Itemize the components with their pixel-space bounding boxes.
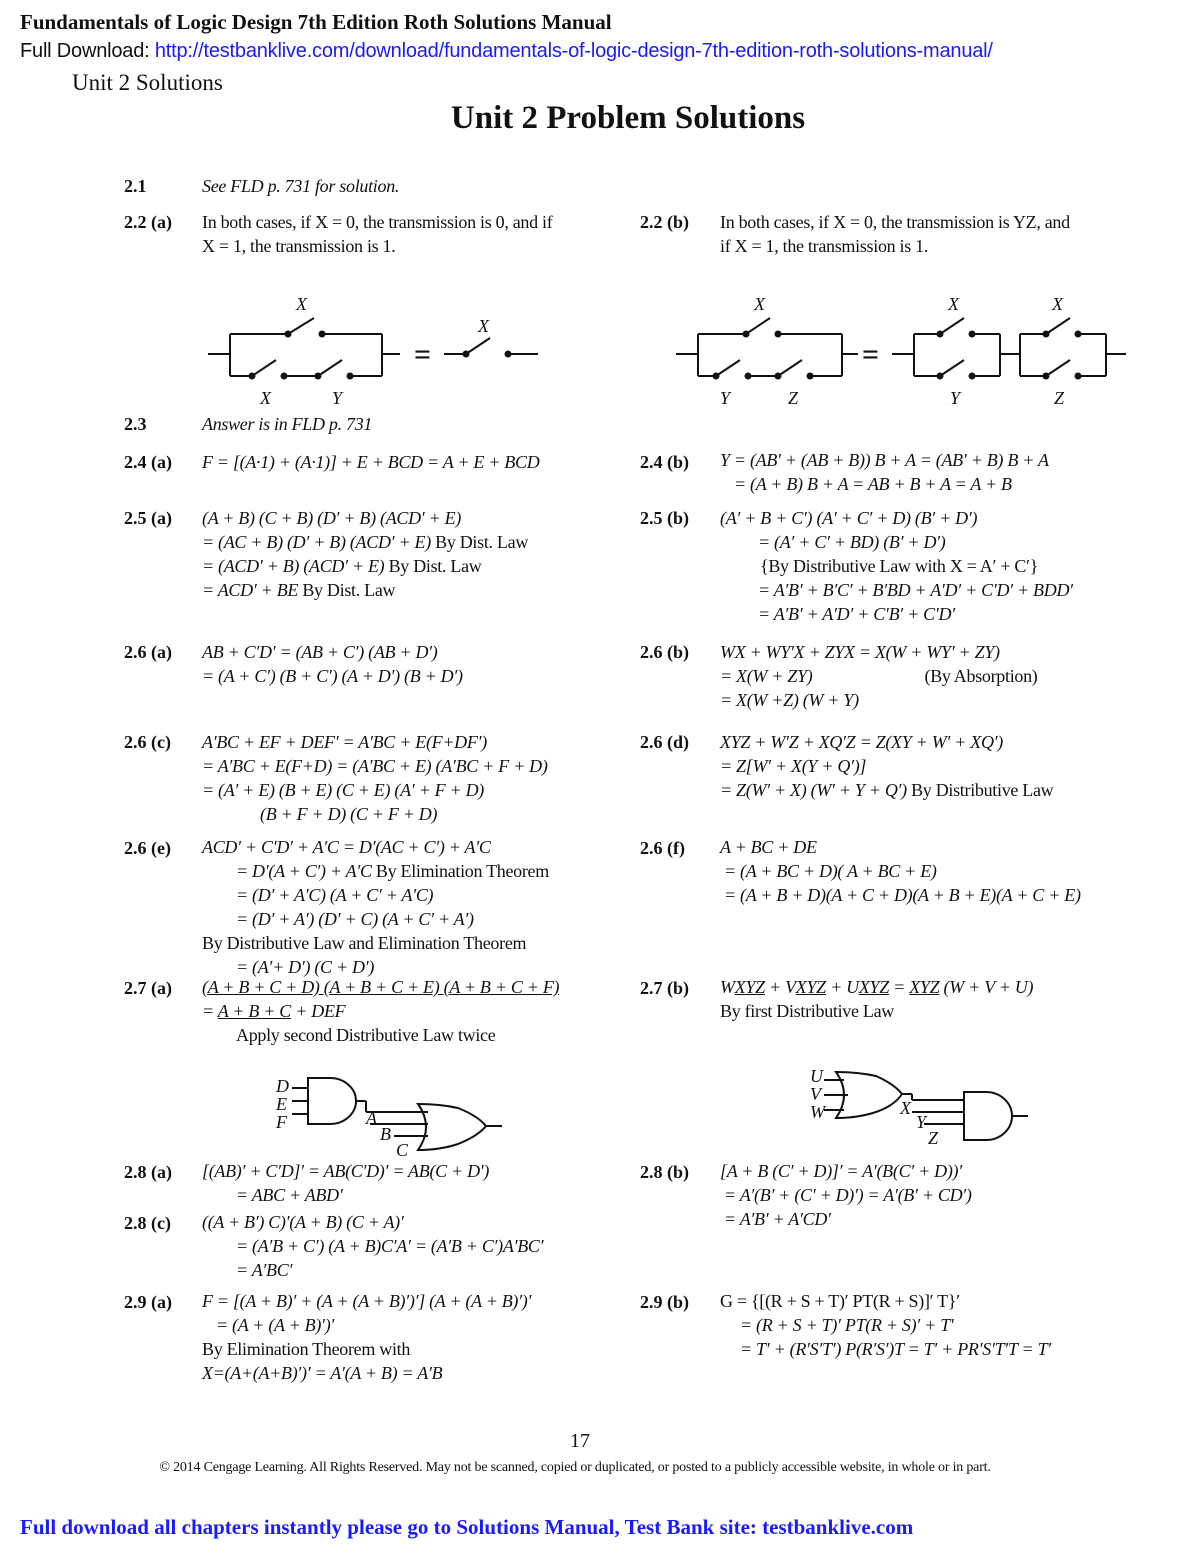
expr: XYZ: [909, 977, 940, 997]
problem-text: [720, 835, 1081, 907]
problem-text: Answer is in FLD p. 731: [202, 414, 373, 434]
expr: = (ACD′ + B) (ACD′ + E): [202, 556, 385, 576]
problem-text: [202, 640, 463, 688]
problem-number: 2.6 (b): [640, 642, 689, 662]
expr: + DEF: [291, 1001, 346, 1021]
problem-number: 2.9 (a): [124, 1292, 172, 1312]
problem-text: [720, 640, 1038, 712]
switch-label: X: [948, 294, 959, 314]
document-header-title: Fundamentals of Logic Design 7th Edition Roth Solutions Manual: [20, 10, 612, 34]
text-line: F = [(A + B)′ + (A + (A + B)′)′] (A + (A + B)′)′: [202, 1291, 532, 1311]
footer-download-link[interactable]: Full download all chapters instantly please go to Solutions Manual, Test Bank site: testbanklive.com: [20, 1515, 914, 1539]
problem-text: [202, 975, 559, 1047]
expr: + F): [522, 977, 560, 997]
text-line: Y = (AB′ + (AB + B)) B + A = (AB′ + B) B + A: [720, 450, 1049, 470]
text-line: = A′B′ + A′CD′: [724, 1209, 831, 1229]
text-line: Apply second Distributive Law twice: [236, 1025, 496, 1045]
gate-input-label: X: [900, 1098, 911, 1118]
problem-number: 2.1: [124, 176, 147, 196]
problem-text: [202, 1210, 543, 1282]
text-line: = (A′+ D′) (C + D′): [236, 957, 375, 977]
download-line: [20, 40, 993, 63]
expr: = Z(W′ + X) (W′ + Y + Q′): [720, 780, 907, 800]
note: By Distributive Law: [911, 780, 1054, 800]
problem-number: 2.2 (a): [124, 212, 172, 232]
problem-number: 2.7 (a): [124, 978, 172, 998]
text-line: [A + B (C′ + D)]′ = A′(B(C′ + D))′: [720, 1161, 962, 1181]
text-line: (A′ + B + C′) (A′ + C′ + D) (B′ + D′): [720, 508, 978, 528]
text-line: = (A + BC + D)( A + BC + E): [724, 861, 937, 881]
problem-number: 2.5 (b): [640, 508, 689, 528]
text-line: ACD′ + C′D′ + A′C = D′(AC + C′) + A′C: [202, 837, 491, 857]
text-line: = (D′ + A′C) (A + C′ + A′C): [236, 885, 434, 905]
expr: A + B + C: [207, 977, 281, 997]
switch-circuit-a: [200, 290, 560, 410]
text-line: XYZ + W′Z + XQ′Z = Z(XY + W′ + XQ′): [720, 732, 1004, 752]
expr: = D′(A + C′) + A′C: [236, 861, 372, 881]
note: By Dist. Law: [435, 532, 529, 552]
problem-text: See FLD p. 731 for solution.: [202, 176, 400, 196]
gate-input-label: F: [276, 1112, 287, 1132]
text-line: = A′B′ + B′C′ + B′BD + A′D′ + C′D′ + BDD′: [758, 580, 1073, 600]
problem-number: 2.8 (c): [124, 1213, 171, 1233]
problem-text: [202, 835, 549, 979]
problem-text: [202, 730, 548, 826]
text-line: WX + WY′X + ZYX = X(W + WY′ + ZY): [720, 642, 1000, 662]
text-line: = (R + S + T)′ PT(R + S)′ + T′: [740, 1315, 954, 1335]
expr: = ACD′ + BE: [202, 580, 299, 600]
text-line: [720, 664, 1038, 688]
problem-number: 2.2 (b): [640, 212, 689, 232]
text-line: AB + C′D′ = (AB + C′) (AB + D′): [202, 642, 438, 662]
text-line: = (A + B + D)(A + C + D)(A + B + E)(A + C + E): [724, 885, 1081, 905]
text-line: In both cases, if X = 0, the transmission is 0, and if: [202, 212, 553, 232]
expr: A + B + C: [217, 1001, 291, 1021]
expr: = X(W + ZY): [720, 666, 813, 686]
text-line: ((A + B′) C)′(A + B) (C + A)′: [202, 1212, 404, 1232]
problem-text: [720, 448, 1049, 496]
switch-label: Y: [332, 388, 343, 408]
gate-diagram-b: [806, 1062, 1046, 1152]
text-line: = A′BC + E(F+D) = (A′BC + E) (A′BC + F + D): [202, 756, 548, 776]
text-line: = Z[W′ + X(Y + Q′)]: [720, 756, 867, 776]
text-line: [202, 530, 528, 554]
expr: A + B + C: [449, 977, 523, 997]
problem-number: 2.5 (a): [124, 508, 172, 528]
problem-text: [202, 1289, 531, 1385]
text-line: A′BC + EF + DEF′ = A′BC + E(F+DF′): [202, 732, 487, 752]
download-link[interactable]: http://testbanklive.com/download/fundamentals-of-logic-design-7th-edition-roth-solutions-manual/: [154, 40, 993, 62]
problem-number: 2.8 (a): [124, 1162, 172, 1182]
note: By Dist. Law: [388, 556, 482, 576]
expr: XYZ: [858, 977, 889, 997]
text-line: (A + B) (C + B) (D′ + B) (ACD′ + E): [202, 508, 462, 528]
problem-text: [720, 1159, 972, 1231]
text-line: [720, 975, 1033, 999]
gate-input-label: W: [810, 1102, 825, 1122]
gate-input-label: Z: [928, 1128, 939, 1148]
equals-sign: =: [862, 338, 880, 371]
expr: = (AC + B) (D′ + B) (ACD′ + E): [202, 532, 431, 552]
problem-text: [202, 506, 528, 602]
equals-sign: =: [414, 338, 432, 371]
text-line: By first Distributive Law: [720, 1001, 894, 1021]
text-line: = A′BC′: [236, 1260, 293, 1280]
text-line: [202, 999, 559, 1023]
text-line: By Elimination Theorem with: [202, 1339, 411, 1359]
text-line: [202, 554, 528, 578]
gate-input-label: Y: [916, 1112, 927, 1132]
expr: W: [720, 977, 735, 997]
text-line: = ABC + ABD′: [236, 1185, 343, 1205]
text-line: [(AB)′ + C′D]′ = AB(C′D)′ = AB(C + D′): [202, 1161, 490, 1181]
text-line: = (A′B + C′) (A + B)C′A′ = (A′B + C′)A′BC′: [236, 1236, 544, 1256]
text-line: (A + B + C + D) (A + B + C + E) (A + B + C + F): [202, 977, 560, 997]
problem-number: 2.6 (a): [124, 642, 172, 662]
text-line: {By Distributive Law with X = A′ + C′}: [760, 556, 1039, 576]
text-line: = A′(B′ + (C′ + D)′) = A′(B′ + CD′): [724, 1185, 972, 1205]
text-line: = (A + C′) (B + C′) (A + D′) (B + D′): [202, 666, 463, 686]
note: By Elimination Theorem: [375, 861, 549, 881]
switch-label: X: [1052, 294, 1063, 314]
text-line: By Distributive Law and Elimination Theorem: [202, 933, 527, 953]
problem-number: 2.9 (b): [640, 1292, 689, 1312]
expr: XYZ: [795, 977, 826, 997]
gate-diagram-a: [270, 1072, 510, 1162]
unit-label: Unit 2 Solutions: [72, 70, 223, 95]
problem-number: 2.6 (e): [124, 838, 171, 858]
note: (By Absorption): [924, 666, 1038, 686]
switch-label: X: [296, 294, 307, 314]
expr: =: [202, 1001, 218, 1021]
switch-label: Z: [788, 388, 799, 408]
expr: =: [888, 977, 910, 997]
problem-number: 2.6 (f): [640, 838, 685, 858]
page-title: Unit 2 Problem Solutions: [450, 100, 806, 136]
text-line: [202, 859, 549, 883]
gate-input-label: U: [810, 1066, 823, 1086]
switch-label: X: [754, 294, 765, 314]
copyright-notice: © 2014 Cengage Learning. All Rights Reserved. May not be scanned, copied or duplicated, or posted to a publicly accessible website, in whole or in part.: [159, 1460, 991, 1475]
problem-text: [720, 210, 1070, 258]
text-line: = (A′ + C′ + BD) (B′ + D′): [758, 532, 946, 552]
gate-input-label: E: [276, 1094, 287, 1114]
text-line: if X = 1, the transmission is 1.: [720, 236, 929, 256]
switch-label: X: [478, 316, 489, 336]
gate-input-label: V: [810, 1084, 821, 1104]
text-line: [202, 578, 528, 602]
expr: + U: [825, 977, 859, 997]
note: By Dist. Law: [302, 580, 396, 600]
problem-text: [720, 506, 1073, 626]
problem-number: 2.4 (a): [124, 452, 172, 472]
text-line: In both cases, if X = 0, the transmission is YZ, and: [720, 212, 1070, 232]
problem-number: 2.6 (d): [640, 732, 689, 752]
gate-input-label: D: [276, 1076, 289, 1096]
problem-text: [202, 210, 552, 258]
text-line: (B + F + D) (C + F + D): [260, 804, 438, 824]
expr: A + B + C: [329, 977, 403, 997]
download-prefix: Full Download:: [20, 40, 155, 62]
expr: XYZ: [734, 977, 765, 997]
problem-text: [720, 975, 1033, 1023]
text-line: = (D′ + A′) (D′ + C) (A + C′ + A′): [236, 909, 474, 929]
problem-text: [720, 730, 1053, 802]
problem-number: 2.3: [124, 414, 147, 434]
text-line: = (A + B) B + A = AB + B + A = A + B: [734, 474, 1012, 494]
text-line: X=(A+(A+B)′)′ = A′(A + B) = A′B: [202, 1363, 443, 1383]
problem-number: 2.7 (b): [640, 978, 689, 998]
problem-number: 2.6 (c): [124, 732, 171, 752]
switch-label: Y: [950, 388, 961, 408]
switch-label: Z: [1054, 388, 1065, 408]
expr: + E) (: [402, 977, 450, 997]
problem-text: F = [(A·1) + (A·1)] + E + BCD = A + E + BCD: [202, 452, 540, 472]
text-line: = T′ + (R′S′T′) P(R′S′)T = T′ + PR′S′T′T = T′: [740, 1339, 1051, 1359]
switch-label: X: [260, 388, 271, 408]
text-line: [720, 778, 1053, 802]
problem-text: [720, 1289, 1051, 1361]
text-line: = (A′ + E) (B + E) (C + E) (A′ + F + D): [202, 780, 484, 800]
switch-circuit-b: [670, 290, 1140, 410]
expr: + D) (: [280, 977, 330, 997]
text-line: X = 1, the transmission is 1.: [202, 236, 396, 256]
text-line: = X(W +Z) (W + Y): [720, 690, 859, 710]
switch-label: Y: [720, 388, 731, 408]
gate-input-label: B: [380, 1124, 391, 1144]
page-number: 17: [570, 1430, 590, 1452]
problem-number: 2.4 (b): [640, 452, 689, 472]
gate-input-label: C: [396, 1140, 409, 1160]
text-line: A + BC + DE: [720, 837, 817, 857]
expr: (W + V + U): [939, 977, 1034, 997]
problem-number: 2.8 (b): [640, 1162, 689, 1182]
text-line: = A′B′ + A′D′ + C′B′ + C′D′: [758, 604, 955, 624]
text-line: G = {[(R + S + T)′ PT(R + S)]′ T}′: [720, 1291, 960, 1311]
text-line: = (A + (A + B)′)′: [216, 1315, 335, 1335]
expr: + V: [764, 977, 796, 997]
gate-input-label: A: [366, 1108, 377, 1128]
problem-text: [202, 1159, 489, 1207]
